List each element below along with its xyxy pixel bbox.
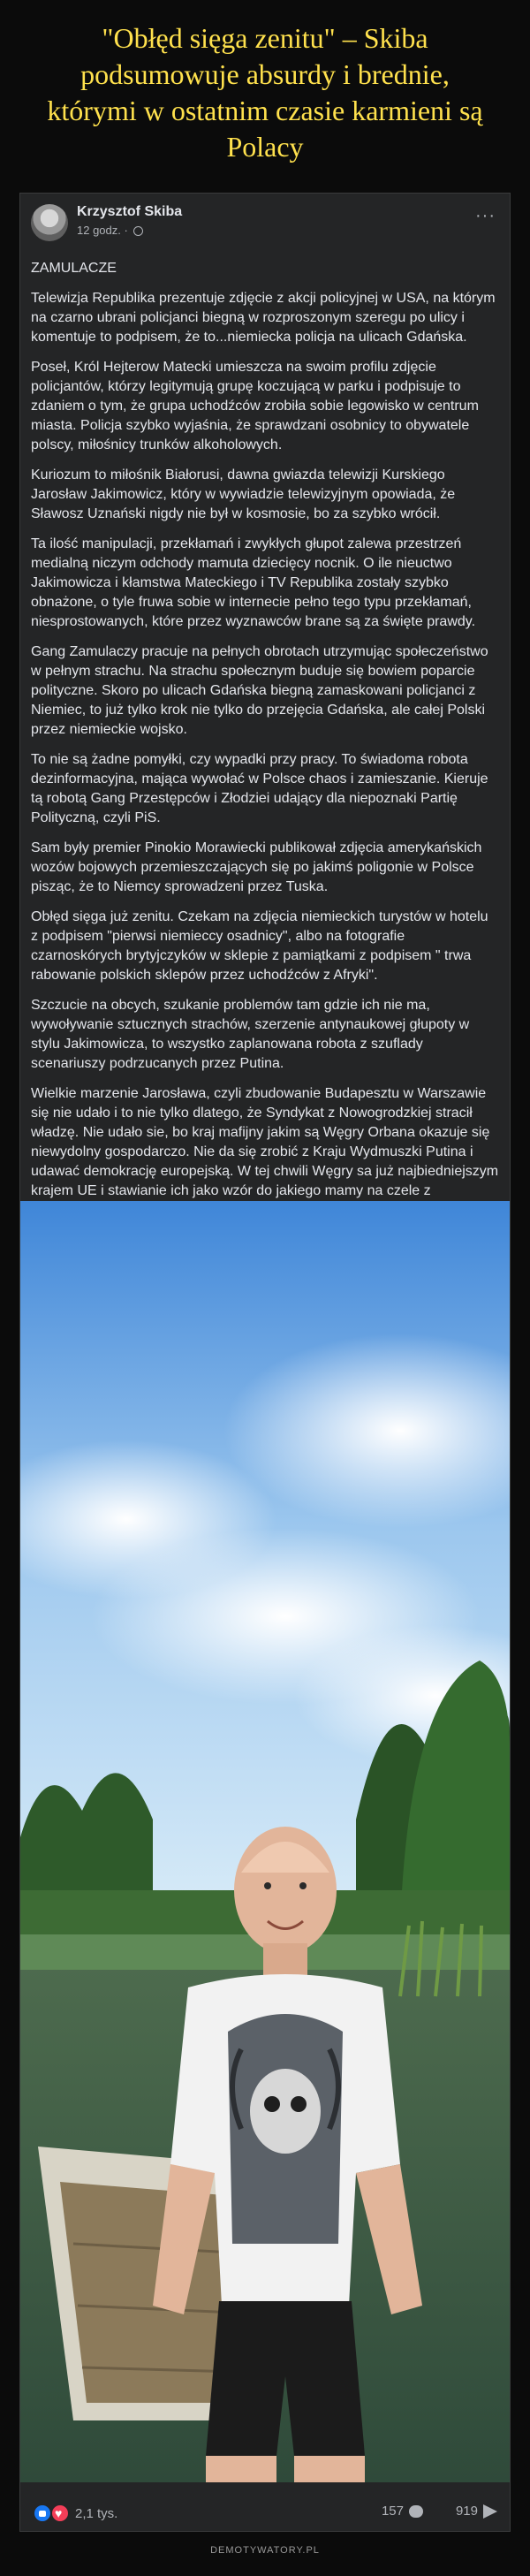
post-paragraph: Poseł, Król Hejterow Matecki umieszcza na swoim profilu zdjęcie policjantów, którzy legitymują grupę koczującą w parku i podpisuje to zdaniem o tym, że grupa uchodźców zrobiła sobie legowisko w centrum miasta. Policja szybko wyjaśnia, że sprawdzani osobnicy to obywatele polscy, miłośnicy trunków alkoholowych. (31, 360, 479, 452)
post-paragraph: Telewizja Republika prezentuje zdjęcie z akcji policyjnej w USA, na którym na czarno ubrani policjanci biegną w rozproszonym szeregu po ulicy i komentuje to podpisem, że to...niemiecka policja na ulicach Gdańska. (31, 291, 496, 345)
comments-summary[interactable] (382, 2504, 423, 2519)
shares-summary[interactable] (456, 2504, 497, 2519)
comments-count: 157 (381, 2504, 404, 2519)
post-paragraph: Gang Zamulaczy pracuje na pełnych obrotach utrzymując społeczeństwo w pełnym strachu. Na strachu społecznym buduje się bowiem poparcie polityczne. Skoro po ulicach Gdańska biegną zamaskowani policjanci z Niemiec, to już tylko krok nie tylko do przejęcia Gdańska, ale całej Polski przez niemieckie wojsko. (31, 644, 488, 737)
post-paragraph: To nie są żadne pomyłki, czy wypadki przy pracy. To świadoma robota dezinformacyjna, mająca wywołać w Polsce chaos i zamieszanie. Kieruje tą robotą Gang Przestępców i Złodziei udający dla niepoznaki Partię Polityczną, czyli PiS. (31, 752, 488, 825)
post-meta (77, 224, 143, 237)
post-paragraph: Wielkie marzenie Jarosława, czyli zbudowanie Budapesztu w Warszawie się nie udało i to nie tylko dlatego, że Syndykat z Nowogrodzkiej stracił władzę. Nie udało sie, bo kraj mafijny jakim są Węgry Orbana okazuje się niewydolny gospodarczo. Nie da się zrobić z Kraju Wydmuszki Putina i udawać demokrację europejską. W tej chwili Węgry sa już najbiedniejszym krajem UE i stawianie ich jako wzór do jakiego mamy na czele z (31, 1086, 499, 1198)
author-name[interactable]: Krzysztof Skiba (77, 204, 183, 219)
shares-count: 919 (455, 2504, 478, 2519)
watermark: DEMOTYWATORY.PL (210, 2545, 320, 2556)
avatar[interactable] (31, 204, 68, 241)
man-by-lake-photo (20, 1201, 510, 2482)
post-photo[interactable] (20, 1201, 510, 2482)
post-paragraph: Obłęd sięga już zenitu. Czekam na zdjęcia niemieckich turystów w hotelu z podpisem "pierwsi niemieccy osadnicy", albo na fotografie czarnoskórych brytyjczyków w sklepie z pamiątkami z podpisem " trwa rabowanie polskich sklepów przez uchodźców z Afryki". (31, 909, 488, 983)
post-paragraph: Kuriozum to miłośnik Białorusi, dawna gwiazda telewizji Kurskiego Jarosław Jakimowicz, który w wywiadzie telewizyjnym opowiada, że Sławosz Uznański nigdy nie był w kosmosie, bo za szybko wrócił. (31, 467, 456, 521)
post-paragraph: Ta ilość manipulacji, przekłamań i zwykłych głupot zalewa przestrzeń medialną niczym odchody mamuta dziecięcy nocnik. O ile nieuctwo Jakimowicza i kłamstwa Mateckiego i TV Republika zostały szybko obnażone, o tyle fruwa sobie w internecie pełno tego typu przekłamań, niesprostowanych, które przez wyznawców brane są za święte prawdy. (31, 536, 476, 629)
comment-icon (409, 2505, 423, 2518)
post-header (20, 194, 510, 255)
globe-icon (133, 226, 143, 236)
headline: "Obłęd sięga zenitu" – Skiba podsumowuje absurdy i brednie, którymi w ostatnim czasie karmieni są Polacy (47, 22, 483, 163)
post-footer (20, 2491, 510, 2532)
like-icon (33, 2504, 52, 2523)
reactions-count: 2,1 tys. (75, 2505, 118, 2521)
facebook-post-card (19, 193, 511, 2532)
more-options-button[interactable]: ··· (475, 206, 496, 225)
love-icon (50, 2504, 70, 2523)
post-paragraph: Sam były premier Pinokio Morawiecki publikował zdjęcia amerykańskich wozów bojowych przemieszczających się po jakimś poligonie w Polsce pisząc, że to Niemcy sprowadzeni przez Tuska. (31, 840, 482, 894)
post-time[interactable]: 12 godz. · (77, 224, 132, 237)
post-paragraph: Szczucie na obcych, szukanie problemów tam gdzie ich nie ma, wywoływanie sztucznych strachów, szerzenie antynaukowej głupoty w stylu Jakimowicza, to wszystko zaplanowana robota z szuflady scenariuszy podrzucanych przez Putina. (31, 998, 470, 1071)
share-icon (483, 2504, 497, 2519)
reactions-summary[interactable] (33, 2504, 117, 2523)
post-paragraph: ZAMULACZE (31, 261, 117, 276)
